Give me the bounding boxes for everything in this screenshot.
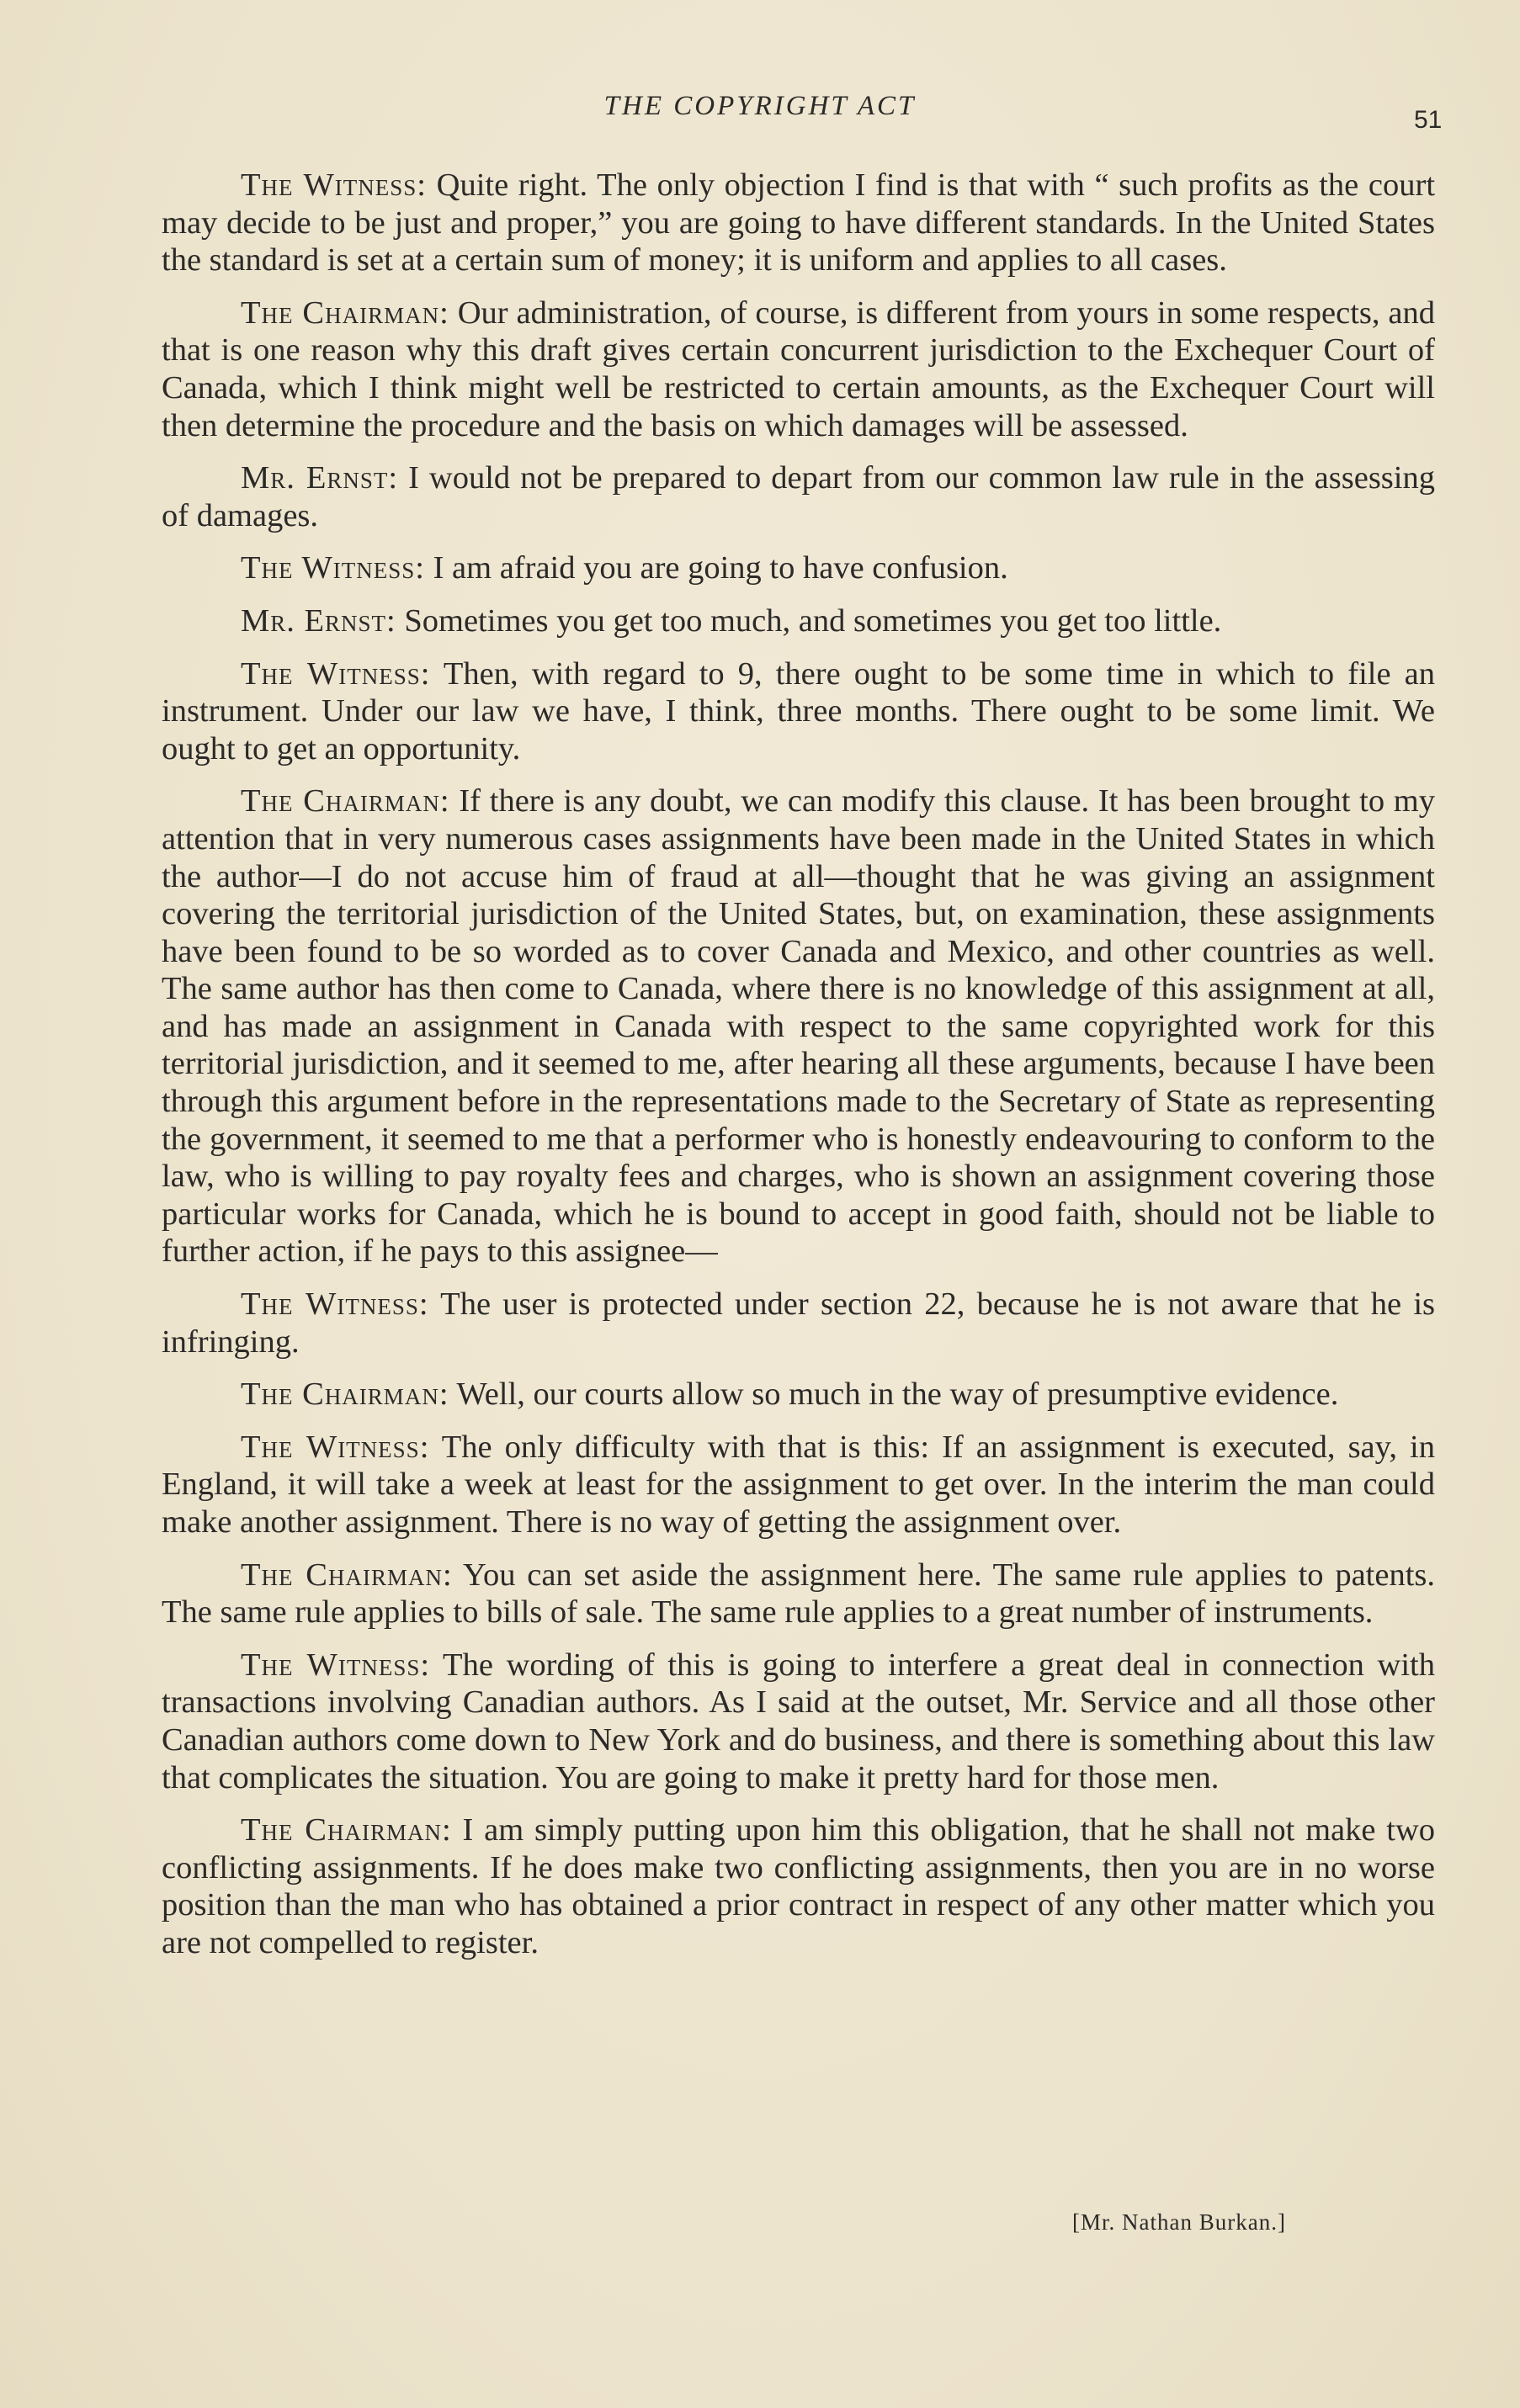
paragraph (162, 459, 1435, 534)
paragraph-text: If there is any doubt, we can modify this clause. It has been brought to my attention that in very numerous cases assignments have been made in the United States in which the author—I do not accuse him of fraud at all—thought that he was giving an assignment covering the territorial jurisdiction of the United States, but, on examination, these assignments have been found to be so worded as to cover Canada and Mexico, and other countries as well. The same author has then come to Canada, where there is no knowledge of this assignment at all, and has made an assignment in Canada with respect to the same copyrighted work for this territorial jurisdiction, and it seemed to me, after hearing all these arguments, because I have been through this argument before in the representations made to the Secretary of State as representing the government, it seemed to me that a performer who is honestly endeavouring to conform to the law, who is willing to pay royalty fees and charges, who is shown an assignment covering those particular works for Canada, which he is bound to accept in good faith, should not be liable to further action, if he pays to this assignee— (162, 783, 1436, 1270)
paragraph (162, 1557, 1435, 1631)
speaker-label: The Chairman: (241, 1812, 452, 1848)
paragraph-text: Our administration, of course, is different from yours in some respects, and that is one reason why this draft gives certain concurrent jurisdiction to the Exchequer Court of Canada, which I think might well be restricted to certain amounts, as the Exchequer Court will then determine the procedure and the basis on which damages will be assessed. (162, 294, 1436, 443)
paragraph (162, 549, 1435, 587)
page-number: 51 (1414, 106, 1443, 134)
paragraph-text: The user is protected under section 22, because he is not aware that he is infringing. (162, 1286, 1436, 1360)
paragraph (162, 1376, 1435, 1414)
paragraph-text: I am simply putting upon him this obligation, that he shall not make two conflicting assignments. If he does make two conflicting assignments, then you are in no worse position than the man who has obtained a prior contract in respect of any other matter which you are not compelled to register. (162, 1812, 1436, 1960)
speaker-label: Mr. Ernst: (241, 460, 399, 496)
paragraph-text: The only difficulty with that is this: If an assignment is executed, say, in England, it will take a week at least for the assignment to get over. In the interim the man could make another assignment. There is no way of getting the assignment over. (162, 1429, 1435, 1540)
speaker-label: The Witness: (241, 550, 425, 586)
speaker-label: The Witness: (241, 655, 431, 692)
paragraph (162, 294, 1435, 444)
speaker-label: The Witness: (241, 1429, 430, 1465)
paragraph-text: You can set aside the assignment here. The same rule applies to patents. The same rule applies to bills of sale. The same rule applies to a great number of instruments. (162, 1557, 1436, 1631)
paragraph (162, 167, 1435, 279)
body-text (162, 167, 1435, 1977)
speaker-label: The Chairman: (241, 1376, 449, 1413)
paragraph (162, 602, 1435, 640)
speaker-label: The Witness: (241, 1647, 431, 1683)
speaker-attribution: [Mr. Nathan Burkan.] (1072, 2209, 1286, 2235)
paragraph (162, 1811, 1435, 1961)
speaker-label: The Chairman: (241, 783, 450, 819)
speaker-label: The Witness: (241, 167, 427, 203)
speaker-label: The Chairman: (241, 294, 449, 331)
paragraph (162, 655, 1435, 768)
speaker-label: Mr. Ernst: (241, 602, 396, 639)
paragraph (162, 1429, 1435, 1541)
paragraph (162, 1286, 1435, 1360)
paragraph-text: The wording of this is going to interfere a great deal in connection with transactions involving Canadian authors. As I said at the outset, Mr. Service and all those other Canadian authors come down to New York and do business, and there is something about this law that complicates the situation. You are going to make it pretty hard for those men. (162, 1647, 1435, 1795)
paragraph-text: I would not be prepared to depart from our common law rule in the assessing of damages. (162, 460, 1435, 533)
running-title: THE COPYRIGHT ACT (603, 91, 917, 121)
paragraph-text: Then, with regard to 9, there ought to be some time in which to file an instrument. Under our law we have, I think, three months. There ought to be some limit. We ought to get an opportunity. (162, 655, 1436, 766)
paragraph-text: I am afraid you are going to have confusion. (433, 550, 1008, 586)
speaker-label: The Witness: (241, 1286, 429, 1323)
paragraph (162, 1647, 1435, 1796)
speaker-label: The Chairman: (241, 1557, 453, 1593)
paragraph-text: Sometimes you get too much, and sometimes you get too little. (404, 602, 1222, 639)
paragraph-text: Quite right. The only objection I find is that with “ such profits as the court may decide to be just and proper,” you are going to have different standards. In the United States the standard is set at a certain sum of money; it is uniform and applies to all cases. (162, 167, 1436, 278)
paragraph (162, 782, 1435, 1270)
paragraph-text: Well, our courts allow so much in the way of presumptive evidence. (456, 1376, 1339, 1413)
